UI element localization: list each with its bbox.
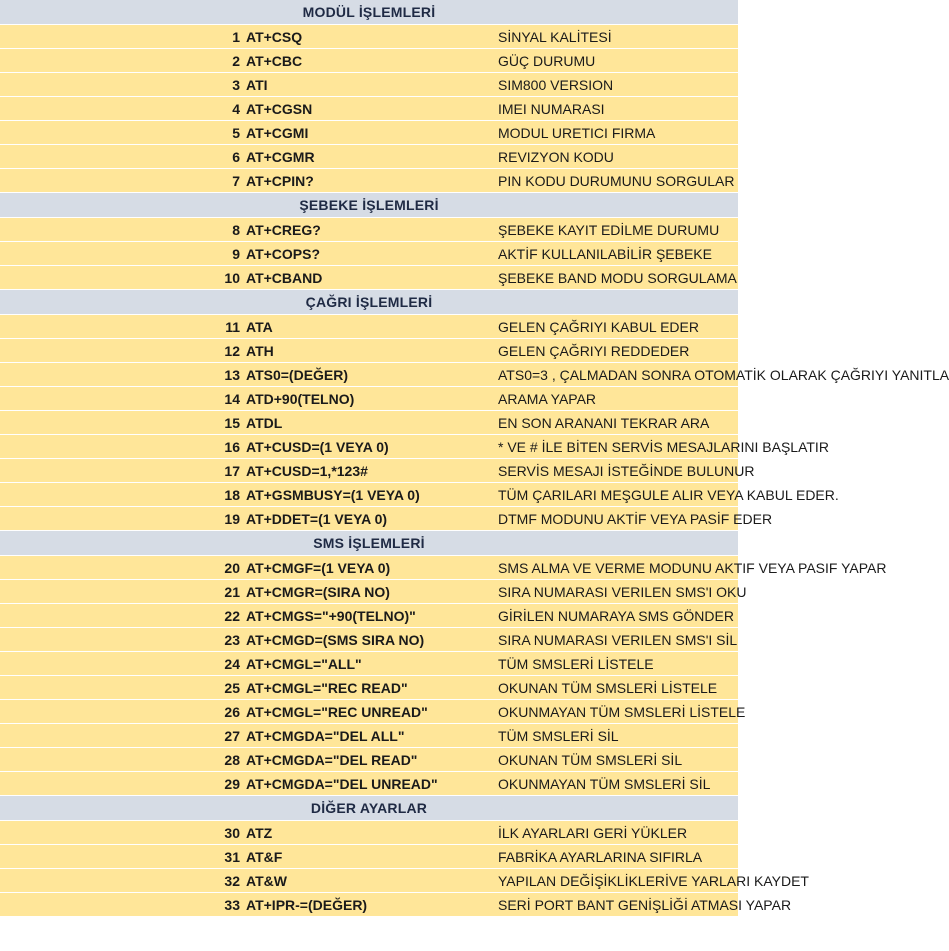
row-number: 3 <box>0 73 246 97</box>
command-description: SIM800 VERSION <box>492 73 738 97</box>
table-row <box>0 121 738 145</box>
command-description: OKUNMAYAN TÜM SMSLERİ SİL <box>492 772 738 796</box>
at-command: ATD+90(TELNO) <box>246 387 492 411</box>
row-number: 15 <box>0 411 246 435</box>
table-row <box>0 169 738 193</box>
row-number: 4 <box>0 97 246 121</box>
command-description: TÜM SMSLERİ LİSTELE <box>492 652 738 676</box>
section-header-row <box>0 0 738 25</box>
section-header-row <box>0 290 738 315</box>
row-number: 14 <box>0 387 246 411</box>
row-number: 30 <box>0 821 246 845</box>
command-description: İLK AYARLARI GERİ YÜKLER <box>492 821 738 845</box>
section-header-row <box>0 531 738 556</box>
at-command: ATI <box>246 73 492 97</box>
command-description: TÜM ÇARILARI MEŞGULE ALIR VEYA KABUL EDER. <box>492 483 738 507</box>
at-command: AT+CMGS="+90(TELNO)" <box>246 604 492 628</box>
at-command: AT+CBC <box>246 49 492 73</box>
row-number: 26 <box>0 700 246 724</box>
at-command: ATS0=(DEĞER) <box>246 363 492 387</box>
table-row <box>0 411 738 435</box>
table-row <box>0 145 738 169</box>
at-command: AT+CUSD=(1 VEYA 0) <box>246 435 492 459</box>
table-row <box>0 556 738 580</box>
at-command: ATA <box>246 315 492 339</box>
at-command: AT+CMGR=(SIRA NO) <box>246 580 492 604</box>
command-description: DTMF MODUNU AKTİF VEYA PASİF EDER <box>492 507 738 531</box>
row-number: 29 <box>0 772 246 796</box>
table-row <box>0 49 738 73</box>
at-command: AT+CMGL="REC UNREAD" <box>246 700 492 724</box>
at-command: AT+CGMR <box>246 145 492 169</box>
command-description: ŞEBEKE KAYIT EDİLME DURUMU <box>492 218 738 242</box>
table-row <box>0 700 738 724</box>
at-command: AT+GSMBUSY=(1 VEYA 0) <box>246 483 492 507</box>
at-command: AT+CMGDA="DEL UNREAD" <box>246 772 492 796</box>
row-number: 2 <box>0 49 246 73</box>
command-description: ŞEBEKE BAND MODU SORGULAMA <box>492 266 738 290</box>
command-description: YAPILAN DEĞİŞİKLİKLERİVE YARLARI KAYDET <box>492 869 738 893</box>
at-command: AT+CSQ <box>246 25 492 49</box>
at-command: AT+CMGL="ALL" <box>246 652 492 676</box>
row-number: 25 <box>0 676 246 700</box>
section-title: ŞEBEKE İŞLEMLERİ <box>0 193 738 218</box>
row-number: 7 <box>0 169 246 193</box>
command-description: MODUL URETICI FIRMA <box>492 121 738 145</box>
table-row <box>0 459 738 483</box>
row-number: 16 <box>0 435 246 459</box>
row-number: 12 <box>0 339 246 363</box>
table-row <box>0 266 738 290</box>
command-description: SMS ALMA VE VERME MODUNU AKTIF VEYA PASIF YAPAR <box>492 556 738 580</box>
row-number: 13 <box>0 363 246 387</box>
command-description: SIRA NUMARASI VERILEN SMS'I OKU <box>492 580 738 604</box>
section-header-row <box>0 193 738 218</box>
command-description: GÜÇ DURUMU <box>492 49 738 73</box>
row-number: 24 <box>0 652 246 676</box>
at-command: AT+COPS? <box>246 242 492 266</box>
at-command: AT+CMGDA="DEL READ" <box>246 748 492 772</box>
table-row <box>0 821 738 845</box>
table-row <box>0 652 738 676</box>
table-row <box>0 628 738 652</box>
at-command: ATH <box>246 339 492 363</box>
command-description: SİNYAL KALİTESİ <box>492 25 738 49</box>
command-description: FABRİKA AYARLARINA SIFIRLA <box>492 845 738 869</box>
at-command: AT+CUSD=1,*123# <box>246 459 492 483</box>
section-title: SMS İŞLEMLERİ <box>0 531 738 556</box>
table-row <box>0 315 738 339</box>
section-title: MODÜL İŞLEMLERİ <box>0 0 738 25</box>
command-description: OKUNAN TÜM SMSLERİ LİSTELE <box>492 676 738 700</box>
at-command: AT+DDET=(1 VEYA 0) <box>246 507 492 531</box>
row-number: 10 <box>0 266 246 290</box>
table-row <box>0 73 738 97</box>
at-command: AT+CGSN <box>246 97 492 121</box>
at-command: ATDL <box>246 411 492 435</box>
command-description: OKUNMAYAN TÜM SMSLERİ LİSTELE <box>492 700 738 724</box>
row-number: 21 <box>0 580 246 604</box>
table-row <box>0 218 738 242</box>
section-title: DİĞER AYARLAR <box>0 796 738 821</box>
table-row <box>0 772 738 796</box>
command-description: PIN KODU DURUMUNU SORGULAR <box>492 169 738 193</box>
row-number: 6 <box>0 145 246 169</box>
command-description: SERİ PORT BANT GENİŞLİĞİ ATMASI YAPAR <box>492 893 738 917</box>
row-number: 27 <box>0 724 246 748</box>
table-row <box>0 580 738 604</box>
table-row <box>0 483 738 507</box>
section-title: ÇAĞRI İŞLEMLERİ <box>0 290 738 315</box>
command-description: SERVİS MESAJI İSTEĞİNDE BULUNUR <box>492 459 738 483</box>
table-row <box>0 339 738 363</box>
table-row <box>0 363 738 387</box>
at-command: AT+CBAND <box>246 266 492 290</box>
row-number: 1 <box>0 25 246 49</box>
row-number: 9 <box>0 242 246 266</box>
command-description: EN SON ARANANI TEKRAR ARA <box>492 411 738 435</box>
table-row <box>0 97 738 121</box>
table-row <box>0 724 738 748</box>
at-command: AT&F <box>246 845 492 869</box>
table-row <box>0 25 738 49</box>
command-description: OKUNAN TÜM SMSLERİ SİL <box>492 748 738 772</box>
table-row <box>0 845 738 869</box>
row-number: 23 <box>0 628 246 652</box>
command-description: AKTİF KULLANILABİLİR ŞEBEKE <box>492 242 738 266</box>
command-description: GİRİLEN NUMARAYA SMS GÖNDER <box>492 604 738 628</box>
command-description: IMEI NUMARASI <box>492 97 738 121</box>
command-description: SIRA NUMARASI VERILEN SMS'I SİL <box>492 628 738 652</box>
command-description: REVIZYON KODU <box>492 145 738 169</box>
table-row <box>0 435 738 459</box>
row-number: 20 <box>0 556 246 580</box>
row-number: 22 <box>0 604 246 628</box>
table-row <box>0 242 738 266</box>
row-number: 33 <box>0 893 246 917</box>
command-description: TÜM SMSLERİ SİL <box>492 724 738 748</box>
at-command: ATZ <box>246 821 492 845</box>
table-row <box>0 604 738 628</box>
command-description: GELEN ÇAĞRIYI KABUL EDER <box>492 315 738 339</box>
table-row <box>0 748 738 772</box>
table-row <box>0 507 738 531</box>
row-number: 11 <box>0 315 246 339</box>
row-number: 31 <box>0 845 246 869</box>
at-command: AT+CMGDA="DEL ALL" <box>246 724 492 748</box>
table-row <box>0 387 738 411</box>
row-number: 19 <box>0 507 246 531</box>
at-command: AT+CMGL="REC READ" <box>246 676 492 700</box>
row-number: 32 <box>0 869 246 893</box>
at-command: AT&W <box>246 869 492 893</box>
command-description: GELEN ÇAĞRIYI REDDEDER <box>492 339 738 363</box>
at-command: AT+CMGF=(1 VEYA 0) <box>246 556 492 580</box>
section-header-row <box>0 796 738 821</box>
command-description: ATS0=3 , ÇALMADAN SONRA OTOMATİK OLARAK ÇAĞRIYI YANITLA <box>492 363 738 387</box>
row-number: 28 <box>0 748 246 772</box>
table-row <box>0 676 738 700</box>
at-command: AT+IPR-=(DEĞER) <box>246 893 492 917</box>
table-row <box>0 869 738 893</box>
row-number: 8 <box>0 218 246 242</box>
at-command: AT+CGMI <box>246 121 492 145</box>
table-row <box>0 893 738 917</box>
row-number: 17 <box>0 459 246 483</box>
command-description: ARAMA YAPAR <box>492 387 738 411</box>
at-command: AT+CREG? <box>246 218 492 242</box>
row-number: 5 <box>0 121 246 145</box>
at-command: AT+CMGD=(SMS SIRA NO) <box>246 628 492 652</box>
row-number: 18 <box>0 483 246 507</box>
at-command: AT+CPIN? <box>246 169 492 193</box>
command-description: * VE # İLE BİTEN SERVİS MESAJLARINI BAŞLATIR <box>492 435 738 459</box>
